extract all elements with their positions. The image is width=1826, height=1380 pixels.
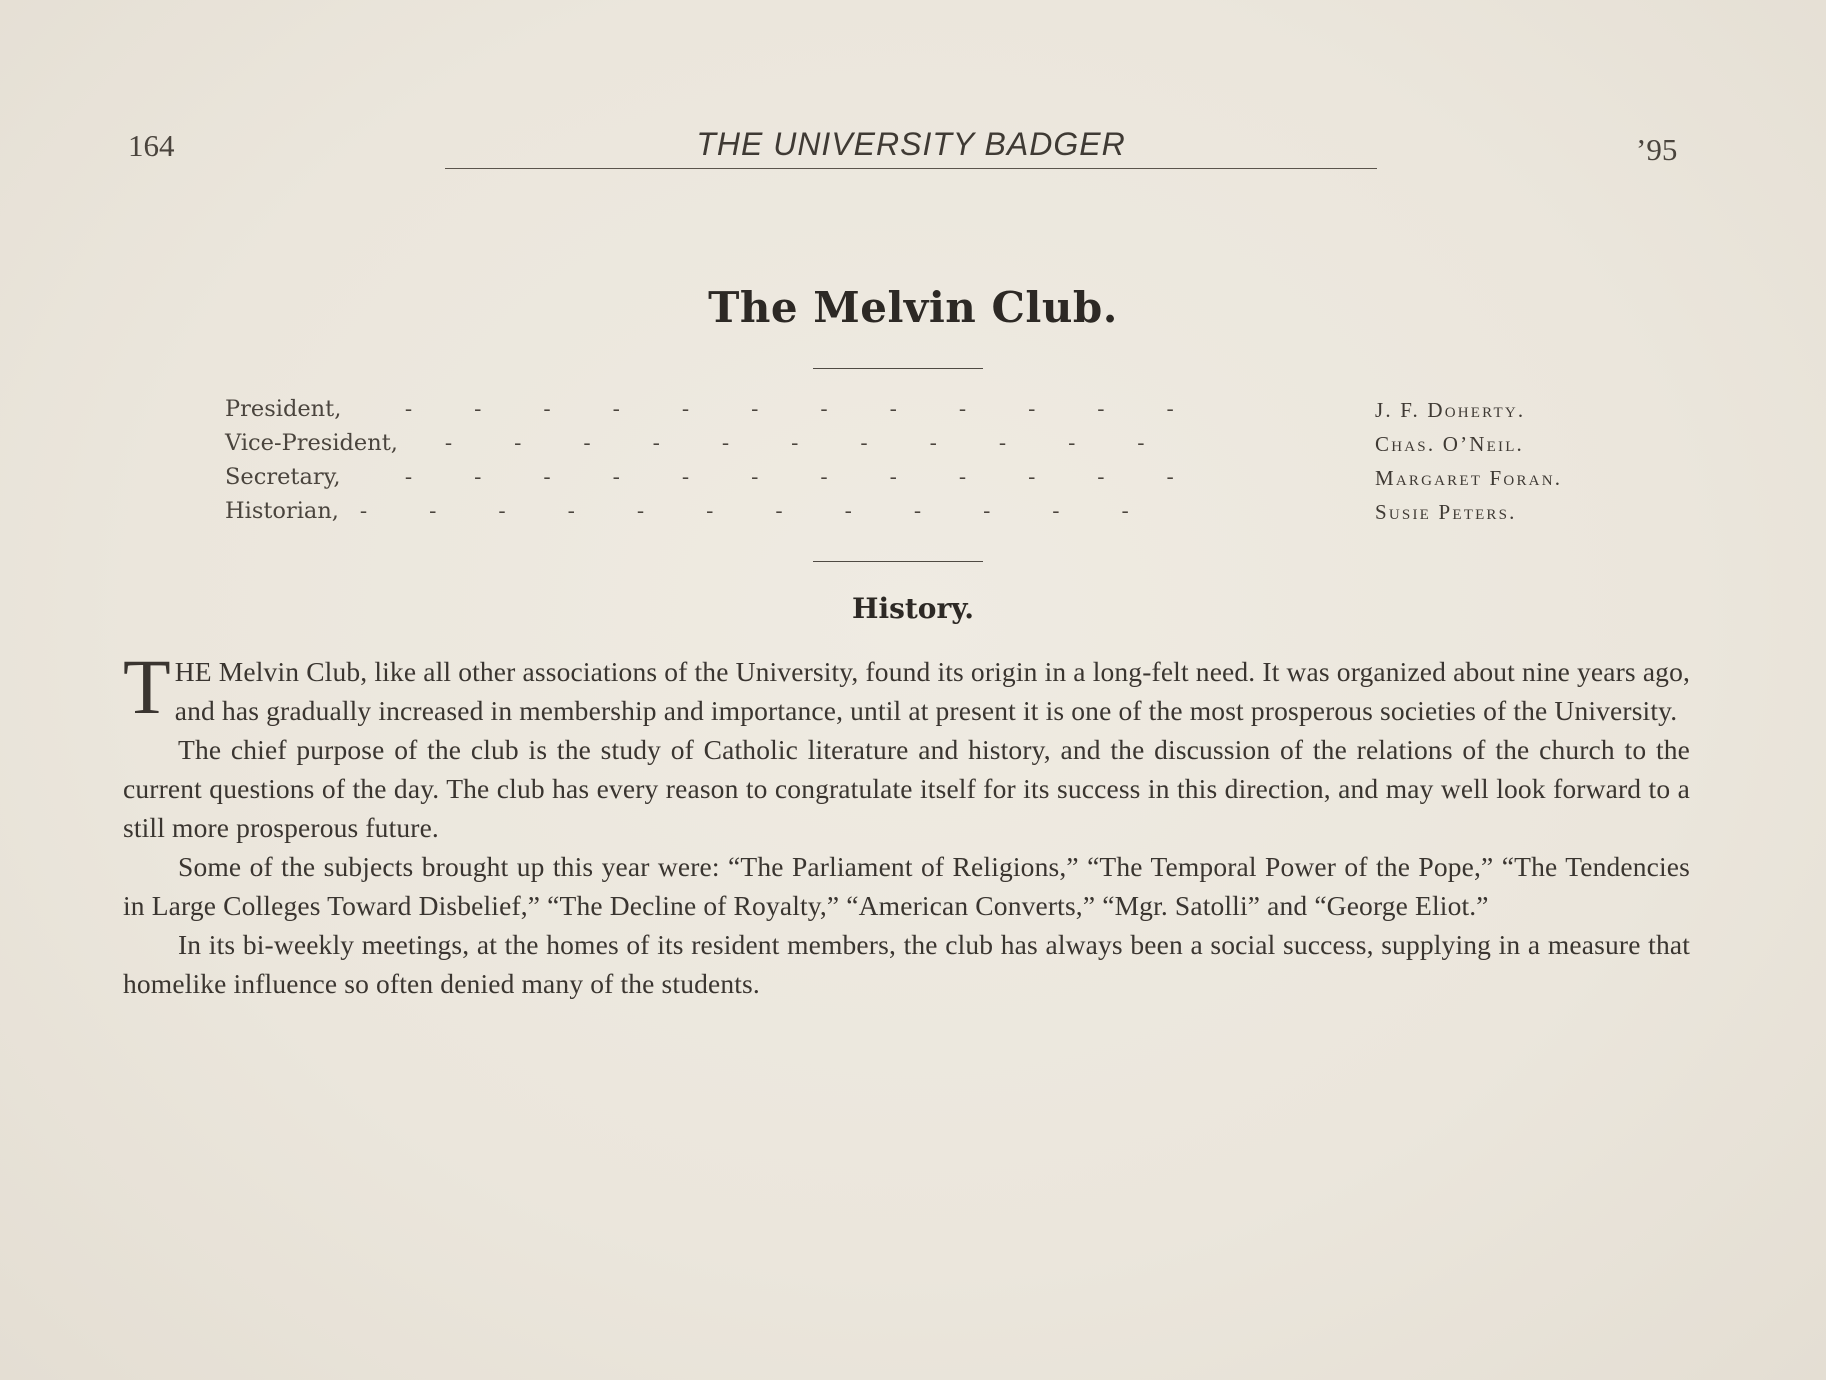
year-mark: ’95 <box>1636 132 1678 167</box>
officer-row <box>225 498 1605 532</box>
paragraph <box>123 730 1690 847</box>
header-rule <box>445 168 1377 169</box>
officer-row <box>225 430 1605 464</box>
running-title: THE UNIVERSITY BADGER <box>696 126 1126 162</box>
officer-row <box>225 396 1605 430</box>
title-divider <box>813 368 983 369</box>
officer-row <box>225 464 1605 498</box>
section-heading: History. <box>851 592 975 625</box>
dot-leader: - - - - - - - - - - - - <box>405 464 1174 488</box>
officer-name: Chas. O’Neil. <box>1375 432 1525 456</box>
officer-name: Margaret Foran. <box>1375 466 1563 490</box>
officer-role: Vice-President, <box>225 430 398 456</box>
officer-role: President, <box>225 396 342 422</box>
paragraph-text: In its bi-weekly meetings, at the homes of its resident members, the club has always been a social success, supplying in a measure that homelike influence so often denied many of the students. <box>123 929 1690 999</box>
paragraph-text: HE Melvin Club, like all other associations of the University, found its origin in a long-felt need. It was organized about nine years ago, and has gradually increased in membership and importance, until at present it is one of the most prosperous societies of the University. <box>174 656 1690 726</box>
officer-name: J. F. Doherty. <box>1375 398 1526 422</box>
section-divider <box>813 561 983 562</box>
page-number: 164 <box>128 128 175 163</box>
dot-leader: - - - - - - - - - - - - <box>360 498 1129 522</box>
club-title: The Melvin Club. <box>708 283 1118 332</box>
paragraph-text: The chief purpose of the club is the study of Catholic literature and history, and the discussion of the relations of the church to the current questions of the day. The club has every reason to congratulate itself for its success in this direction, and may well look forward to a still more prosperous future. <box>123 734 1690 843</box>
paragraph <box>123 925 1690 1003</box>
paragraph-text: Some of the subjects brought up this year were: “The Parliament of Religions,” “The Temporal Power of the Pope,” “The Tendencies in Large Colleges Toward Disbelief,” “The Decline of Royalty,” “American Converts,” “Mgr. Satolli” and “George Eliot.” <box>123 851 1690 921</box>
dot-leader: - - - - - - - - - - - <box>445 430 1145 454</box>
paragraph <box>123 643 1690 730</box>
paragraph <box>123 847 1690 925</box>
officers-list <box>225 396 1605 532</box>
dot-leader: - - - - - - - - - - - - <box>405 396 1174 420</box>
officer-role: Historian, <box>225 498 339 524</box>
body-text <box>123 643 1690 1003</box>
drop-cap: T <box>123 643 171 730</box>
officer-role: Secretary, <box>225 464 341 490</box>
officer-name: Susie Peters. <box>1375 500 1517 524</box>
